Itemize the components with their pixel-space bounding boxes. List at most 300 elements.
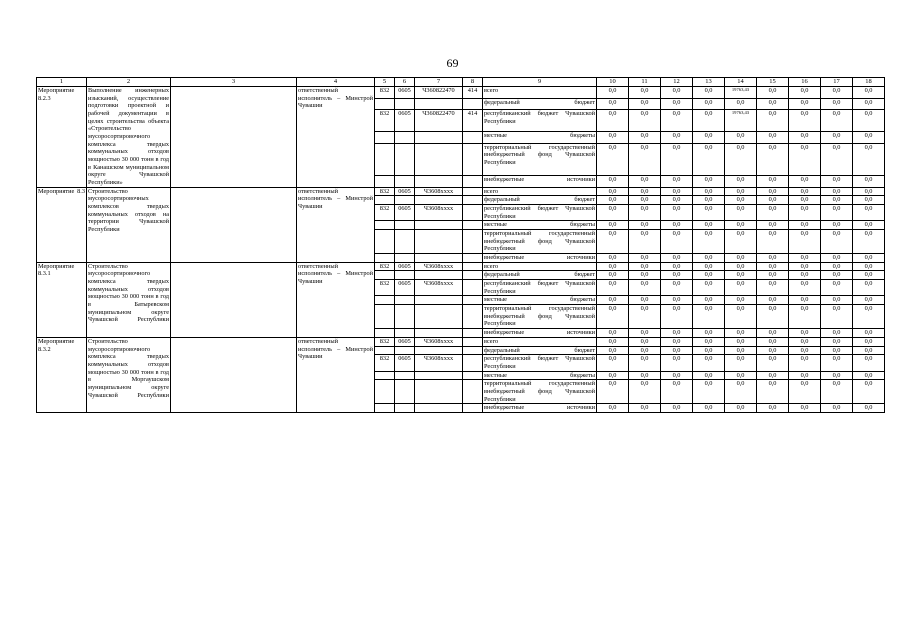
value-cell: 0,0 — [757, 187, 789, 196]
value-cell: 0,0 — [597, 98, 629, 110]
value-cell: 0,0 — [789, 176, 821, 188]
value-cell: 0,0 — [597, 110, 629, 132]
expense-type-code — [463, 221, 483, 230]
value-cell: 0,0 — [757, 271, 789, 280]
value-cell: 0,0 — [757, 254, 789, 263]
value-cell: 0,0 — [693, 305, 725, 329]
value-cell: 0,0 — [661, 404, 693, 413]
target-article-code: Ч3608хххх — [415, 205, 463, 221]
value-cell: 0,0 — [597, 87, 629, 99]
grbs-code — [375, 230, 395, 254]
value-cell: 0,0 — [629, 380, 661, 404]
value-cell: 0,0 — [661, 87, 693, 99]
expense-type-code — [463, 143, 483, 175]
value-cell: 0,0 — [789, 355, 821, 371]
funding-source: федеральный бюджет — [483, 98, 597, 110]
col-header: 6 — [395, 78, 415, 87]
value-cell: 0,0 — [789, 132, 821, 144]
section-code — [395, 329, 415, 338]
value-cell: 0,0 — [821, 196, 853, 205]
section-code — [395, 296, 415, 305]
value-cell: 0,0 — [629, 87, 661, 99]
grbs-code — [375, 329, 395, 338]
funding-source: территориальный государственный внебюджетный фонд Чувашской Республики — [484, 380, 595, 403]
col-header: 10 — [597, 78, 629, 87]
value-cell: 0,0 — [853, 196, 885, 205]
value-cell: 0,0 — [789, 230, 821, 254]
expense-type-code — [463, 280, 483, 296]
expense-type-code — [463, 230, 483, 254]
grbs-code: 832 — [375, 355, 395, 371]
value-cell: 0,0 — [757, 280, 789, 296]
value-cell: 0,0 — [597, 176, 629, 188]
col-header: 11 — [629, 78, 661, 87]
target-article-code: Ч3608хххх — [415, 355, 463, 371]
value-cell: 0,0 — [757, 380, 789, 404]
value-cell: 0,0 — [693, 196, 725, 205]
target-article-code — [415, 176, 463, 188]
value-cell: 0,0 — [661, 230, 693, 254]
value-cell: 0,0 — [725, 337, 757, 346]
value-cell: 0,0 — [629, 110, 661, 132]
value-cell: 0,0 — [629, 205, 661, 221]
value-cell: 0,0 — [661, 305, 693, 329]
value-cell: 0,0 — [821, 132, 853, 144]
value-cell: 0,0 — [853, 305, 885, 329]
value-cell: 0,0 — [821, 404, 853, 413]
section-code — [395, 132, 415, 144]
value-cell: 0,0 — [693, 205, 725, 221]
expense-type-code — [463, 404, 483, 413]
value-cell: 0,0 — [853, 221, 885, 230]
funding-source: федеральный бюджет — [484, 196, 595, 204]
value-cell: 0,0 — [853, 337, 885, 346]
funding-source: всего — [483, 262, 597, 271]
value-cell: 0,0 — [661, 221, 693, 230]
value-cell: 0,0 — [693, 254, 725, 263]
target-article-code — [415, 221, 463, 230]
executor: ответственный исполнитель – Минстрой Чувашии — [297, 337, 375, 412]
value-cell: 0,0 — [853, 110, 885, 132]
value-cell: 0,0 — [693, 380, 725, 404]
value-cell: 0,0 — [693, 176, 725, 188]
expense-type-code — [463, 132, 483, 144]
value-cell: 0,0 — [725, 355, 757, 371]
grbs-code — [375, 305, 395, 329]
table-row — [37, 187, 885, 196]
funding-source: внебюджетные источники — [483, 176, 597, 188]
page-number: 69 — [446, 56, 459, 70]
value-cell: 0,0 — [693, 280, 725, 296]
value-cell: 0,0 — [725, 280, 757, 296]
value-cell: 0,0 — [597, 329, 629, 338]
value-cell: 0,0 — [597, 380, 629, 404]
table-row — [37, 337, 885, 346]
value-cell: 0,0 — [597, 143, 629, 175]
value-cell: 0,0 — [789, 254, 821, 263]
value-cell: 0,0 — [661, 329, 693, 338]
value-cell: 0,0 — [629, 230, 661, 254]
value-cell: 0,0 — [789, 296, 821, 305]
value-cell: 0,0 — [661, 254, 693, 263]
col-header: 17 — [821, 78, 853, 87]
expense-type-code — [463, 254, 483, 263]
col-header: 1 — [37, 78, 87, 87]
target-article-code — [415, 254, 463, 263]
value-cell: 0,0 — [661, 196, 693, 205]
executor: ответственный исполнитель – Минстрой Чувашии — [297, 187, 375, 262]
section-code: 0605 — [395, 205, 415, 221]
value-cell: 0,0 — [821, 187, 853, 196]
target-article-code: Ч360822470 — [415, 87, 463, 99]
target-article-code — [415, 98, 463, 110]
value-cell: 0,0 — [757, 404, 789, 413]
section-code — [395, 98, 415, 110]
value-cell: 0,0 — [629, 280, 661, 296]
target-article-code — [415, 329, 463, 338]
value-cell: 0,0 — [821, 305, 853, 329]
value-cell: 0,0 — [629, 337, 661, 346]
value-cell: 0,0 — [789, 271, 821, 280]
target-article-code — [415, 143, 463, 175]
value-cell: 0,0 — [725, 98, 757, 110]
grbs-code — [375, 271, 395, 280]
value-cell: 0,0 — [629, 346, 661, 355]
target-article-code: Ч3608хххх — [415, 280, 463, 296]
expense-type-code — [463, 305, 483, 329]
value-cell: 0,0 — [853, 346, 885, 355]
value-cell: 0,0 — [757, 230, 789, 254]
section-code — [395, 371, 415, 380]
expense-type-code — [463, 346, 483, 355]
value-cell: 0,0 — [853, 329, 885, 338]
value-cell: 0,0 — [821, 143, 853, 175]
value-cell: 0,0 — [597, 187, 629, 196]
value-cell: 0,0 — [853, 296, 885, 305]
value-cell: 0,0 — [725, 187, 757, 196]
expense-type-code — [463, 380, 483, 404]
expense-type-code — [463, 205, 483, 221]
value-cell: 0,0 — [821, 87, 853, 99]
value-cell: 0,0 — [725, 143, 757, 175]
value-cell: 0,0 — [693, 271, 725, 280]
expense-type-code — [463, 262, 483, 271]
value-cell: 0,0 — [757, 132, 789, 144]
value-cell: 0,0 — [821, 230, 853, 254]
grbs-code — [375, 371, 395, 380]
funding-source: республиканский бюджет Чувашской Республики — [484, 355, 595, 370]
value-cell: 0,0 — [661, 346, 693, 355]
section-code: 0605 — [395, 87, 415, 99]
col-header: 2 — [87, 78, 171, 87]
grbs-code: 832 — [375, 87, 395, 99]
section-code — [395, 346, 415, 355]
value-cell: 0,0 — [725, 176, 757, 188]
value-cell: 0,0 — [757, 87, 789, 99]
value-cell: 0,0 — [629, 143, 661, 175]
value-cell: 0,0 — [757, 143, 789, 175]
target-article-code: Ч3608хххх — [415, 187, 463, 196]
target-article-code — [415, 196, 463, 205]
grbs-code: 832 — [375, 262, 395, 271]
value-cell: 0,0 — [661, 355, 693, 371]
value-cell: 0,0 — [757, 221, 789, 230]
funding-source: местные бюджеты — [484, 296, 595, 304]
value-cell: 0,0 — [789, 404, 821, 413]
value-cell: 0,0 — [597, 132, 629, 144]
empty-cell — [171, 187, 297, 262]
value-cell: 0,0 — [725, 230, 757, 254]
value-cell: 0,0 — [597, 355, 629, 371]
value-cell: 0,0 — [789, 262, 821, 271]
value-cell: 0,0 — [629, 176, 661, 188]
value-cell: 0,0 — [725, 305, 757, 329]
value-cell: 0,0 — [725, 262, 757, 271]
target-article-code — [415, 271, 463, 280]
value-cell: 0,0 — [629, 296, 661, 305]
funding-source: внебюджетные источники — [484, 404, 595, 412]
grbs-code: 832 — [375, 187, 395, 196]
value-cell: 0,0 — [821, 296, 853, 305]
value-cell: 0,0 — [757, 110, 789, 132]
value-cell: 0,0 — [629, 305, 661, 329]
value-cell: 0,0 — [853, 280, 885, 296]
section-code — [395, 254, 415, 263]
value-cell: 0,0 — [725, 371, 757, 380]
value-cell: 0,0 — [629, 355, 661, 371]
funding-source: внебюджетные источники — [484, 329, 595, 337]
value-cell: 0,0 — [853, 271, 885, 280]
funding-source: республиканский бюджет Чувашской Республики — [484, 205, 595, 220]
target-article-code: Ч3608хххх — [415, 262, 463, 271]
value-cell: 0,0 — [597, 196, 629, 205]
value-cell: 0,0 — [597, 205, 629, 221]
value-cell: 0,0 — [853, 143, 885, 175]
value-cell: 0,0 — [821, 254, 853, 263]
value-cell: 0,0 — [821, 380, 853, 404]
grbs-code — [375, 132, 395, 144]
value-cell: 0,0 — [757, 337, 789, 346]
target-article-code — [415, 346, 463, 355]
value-cell: 0,0 — [597, 404, 629, 413]
value-cell: 0,0 — [597, 254, 629, 263]
value-cell: 0,0 — [629, 262, 661, 271]
value-cell: 0,0 — [789, 87, 821, 99]
value-cell: 0,0 — [661, 110, 693, 132]
value-cell: 0,0 — [853, 87, 885, 99]
expense-type-code — [463, 187, 483, 196]
value-cell: 0,0 — [821, 205, 853, 221]
funding-source: федеральный бюджет — [484, 346, 595, 354]
value-cell: 0,0 — [693, 329, 725, 338]
value-cell: 0,0 — [757, 329, 789, 338]
target-article-code — [415, 380, 463, 404]
grbs-code — [375, 380, 395, 404]
value-cell: 0,0 — [661, 98, 693, 110]
value-cell: 0,0 — [853, 404, 885, 413]
col-header: 4 — [297, 78, 375, 87]
value-cell: 0,0 — [597, 262, 629, 271]
value-cell: 0,0 — [757, 355, 789, 371]
value-cell: 0,0 — [853, 187, 885, 196]
funding-source: местные бюджеты — [483, 132, 597, 144]
value-cell: 0,0 — [661, 280, 693, 296]
expense-type-code — [463, 176, 483, 188]
value-cell: 0,0 — [789, 329, 821, 338]
expense-type-code — [463, 296, 483, 305]
funding-source: всего — [483, 187, 597, 196]
grbs-code — [375, 254, 395, 263]
measure-name: Строительство мусоросортировочного комплекса твердых коммунальных отходов мощностью 30 000 тонн в год в Моргаушском муниципальном округе Чувашской Республики — [87, 337, 171, 412]
value-cell: 0,0 — [597, 230, 629, 254]
value-cell: 0,0 — [629, 254, 661, 263]
table-body — [37, 78, 885, 413]
funding-source: территориальный государственный внебюджетный фонд Чувашской Республики — [483, 143, 597, 175]
value-cell: 0,0 — [821, 371, 853, 380]
value-cell: 0,0 — [629, 187, 661, 196]
grbs-code: 832 — [375, 337, 395, 346]
grbs-code — [375, 98, 395, 110]
value-cell: 0,0 — [821, 355, 853, 371]
value-cell: 0,0 — [629, 196, 661, 205]
value-cell: 0,0 — [725, 329, 757, 338]
value-cell: 0,0 — [821, 346, 853, 355]
program-funding-table — [36, 77, 885, 413]
funding-source: федеральный бюджет — [484, 271, 595, 279]
value-cell: 0,0 — [821, 221, 853, 230]
empty-cell — [171, 262, 297, 337]
value-cell: 0,0 — [693, 404, 725, 413]
col-header: 9 — [483, 78, 597, 87]
value-cell: 0,0 — [789, 305, 821, 329]
value-cell: 0,0 — [789, 98, 821, 110]
value-cell: 0,0 — [789, 187, 821, 196]
funding-source: местные бюджеты — [484, 371, 595, 379]
section-code: 0605 — [395, 337, 415, 346]
grbs-code: 832 — [375, 110, 395, 132]
value-cell: 0,0 — [597, 296, 629, 305]
col-header: 14 — [725, 78, 757, 87]
value-cell: 0,0 — [757, 196, 789, 205]
value-cell: 0,0 — [789, 221, 821, 230]
value-cell: 0,0 — [853, 355, 885, 371]
value-cell: 19763,43 — [725, 110, 757, 132]
value-cell: 0,0 — [725, 380, 757, 404]
value-cell: 0,0 — [629, 271, 661, 280]
target-article-code — [415, 404, 463, 413]
target-article-code — [415, 230, 463, 254]
target-article-code — [415, 371, 463, 380]
measure-name: Строительство мусоросортировочных комплексов твердых коммунальных отходов на территории Чувашской Республики — [87, 187, 171, 262]
col-header: 16 — [789, 78, 821, 87]
section-code: 0605 — [395, 280, 415, 296]
col-header: 8 — [463, 78, 483, 87]
value-cell: 0,0 — [661, 187, 693, 196]
value-cell: 0,0 — [693, 98, 725, 110]
expense-type-code: 414 — [463, 87, 483, 99]
funding-source: внебюджетные источники — [484, 254, 595, 262]
value-cell: 0,0 — [597, 371, 629, 380]
value-cell: 0,0 — [725, 404, 757, 413]
value-cell: 0,0 — [853, 205, 885, 221]
section-code — [395, 380, 415, 404]
section-code — [395, 230, 415, 254]
funding-source: местные бюджеты — [484, 221, 595, 229]
value-cell: 0,0 — [693, 230, 725, 254]
value-cell: 0,0 — [597, 346, 629, 355]
grbs-code — [375, 143, 395, 175]
expense-type-code — [463, 196, 483, 205]
value-cell: 0,0 — [821, 176, 853, 188]
value-cell: 0,0 — [853, 98, 885, 110]
section-code — [395, 271, 415, 280]
section-code — [395, 404, 415, 413]
value-cell: 0,0 — [597, 337, 629, 346]
value-cell: 0,0 — [661, 176, 693, 188]
value-cell: 0,0 — [789, 346, 821, 355]
value-cell: 0,0 — [757, 205, 789, 221]
value-cell: 0,0 — [629, 404, 661, 413]
value-cell: 0,0 — [789, 110, 821, 132]
value-cell: 0,0 — [661, 337, 693, 346]
grbs-code — [375, 221, 395, 230]
section-code — [395, 305, 415, 329]
expense-type-code: 414 — [463, 110, 483, 132]
value-cell: 0,0 — [821, 337, 853, 346]
value-cell: 0,0 — [853, 230, 885, 254]
value-cell: 0,0 — [853, 254, 885, 263]
measure-name: Строительство мусоросортировочного комплекса твердых коммунальных отходов мощностью 30 000 тонн в год в Батыревском муниципальном округе Чувашской Республики — [87, 262, 171, 337]
measure-id: Мероприятие 8.2.3 — [37, 87, 87, 188]
value-cell: 0,0 — [661, 271, 693, 280]
funding-source: всего — [483, 337, 597, 346]
value-cell: 0,0 — [789, 337, 821, 346]
table-row — [37, 262, 885, 271]
section-code — [395, 221, 415, 230]
funding-source: республиканский бюджет Чувашской Республики — [483, 110, 597, 132]
expense-type-code — [463, 355, 483, 371]
empty-cell — [171, 337, 297, 412]
target-article-code — [415, 305, 463, 329]
col-header: 15 — [757, 78, 789, 87]
value-cell: 0,0 — [661, 296, 693, 305]
section-code — [395, 143, 415, 175]
value-cell: 0,0 — [693, 87, 725, 99]
value-cell: 0,0 — [725, 296, 757, 305]
value-cell: 0,0 — [629, 371, 661, 380]
target-article-code: Ч3608хххх — [415, 337, 463, 346]
value-cell: 0,0 — [693, 110, 725, 132]
value-cell: 0,0 — [821, 262, 853, 271]
value-cell: 0,0 — [821, 329, 853, 338]
value-cell: 0,0 — [789, 371, 821, 380]
value-cell: 0,0 — [693, 337, 725, 346]
value-cell: 0,0 — [661, 380, 693, 404]
value-cell: 0,0 — [597, 271, 629, 280]
value-cell: 0,0 — [693, 346, 725, 355]
section-code: 0605 — [395, 262, 415, 271]
grbs-code: 832 — [375, 280, 395, 296]
value-cell: 0,0 — [789, 280, 821, 296]
value-cell: 0,0 — [693, 371, 725, 380]
measure-id: Мероприятие 8.3 — [37, 187, 87, 262]
grbs-code — [375, 404, 395, 413]
expense-type-code — [463, 271, 483, 280]
expense-type-code — [463, 329, 483, 338]
value-cell: 0,0 — [661, 262, 693, 271]
value-cell: 0,0 — [629, 98, 661, 110]
value-cell: 0,0 — [693, 143, 725, 175]
